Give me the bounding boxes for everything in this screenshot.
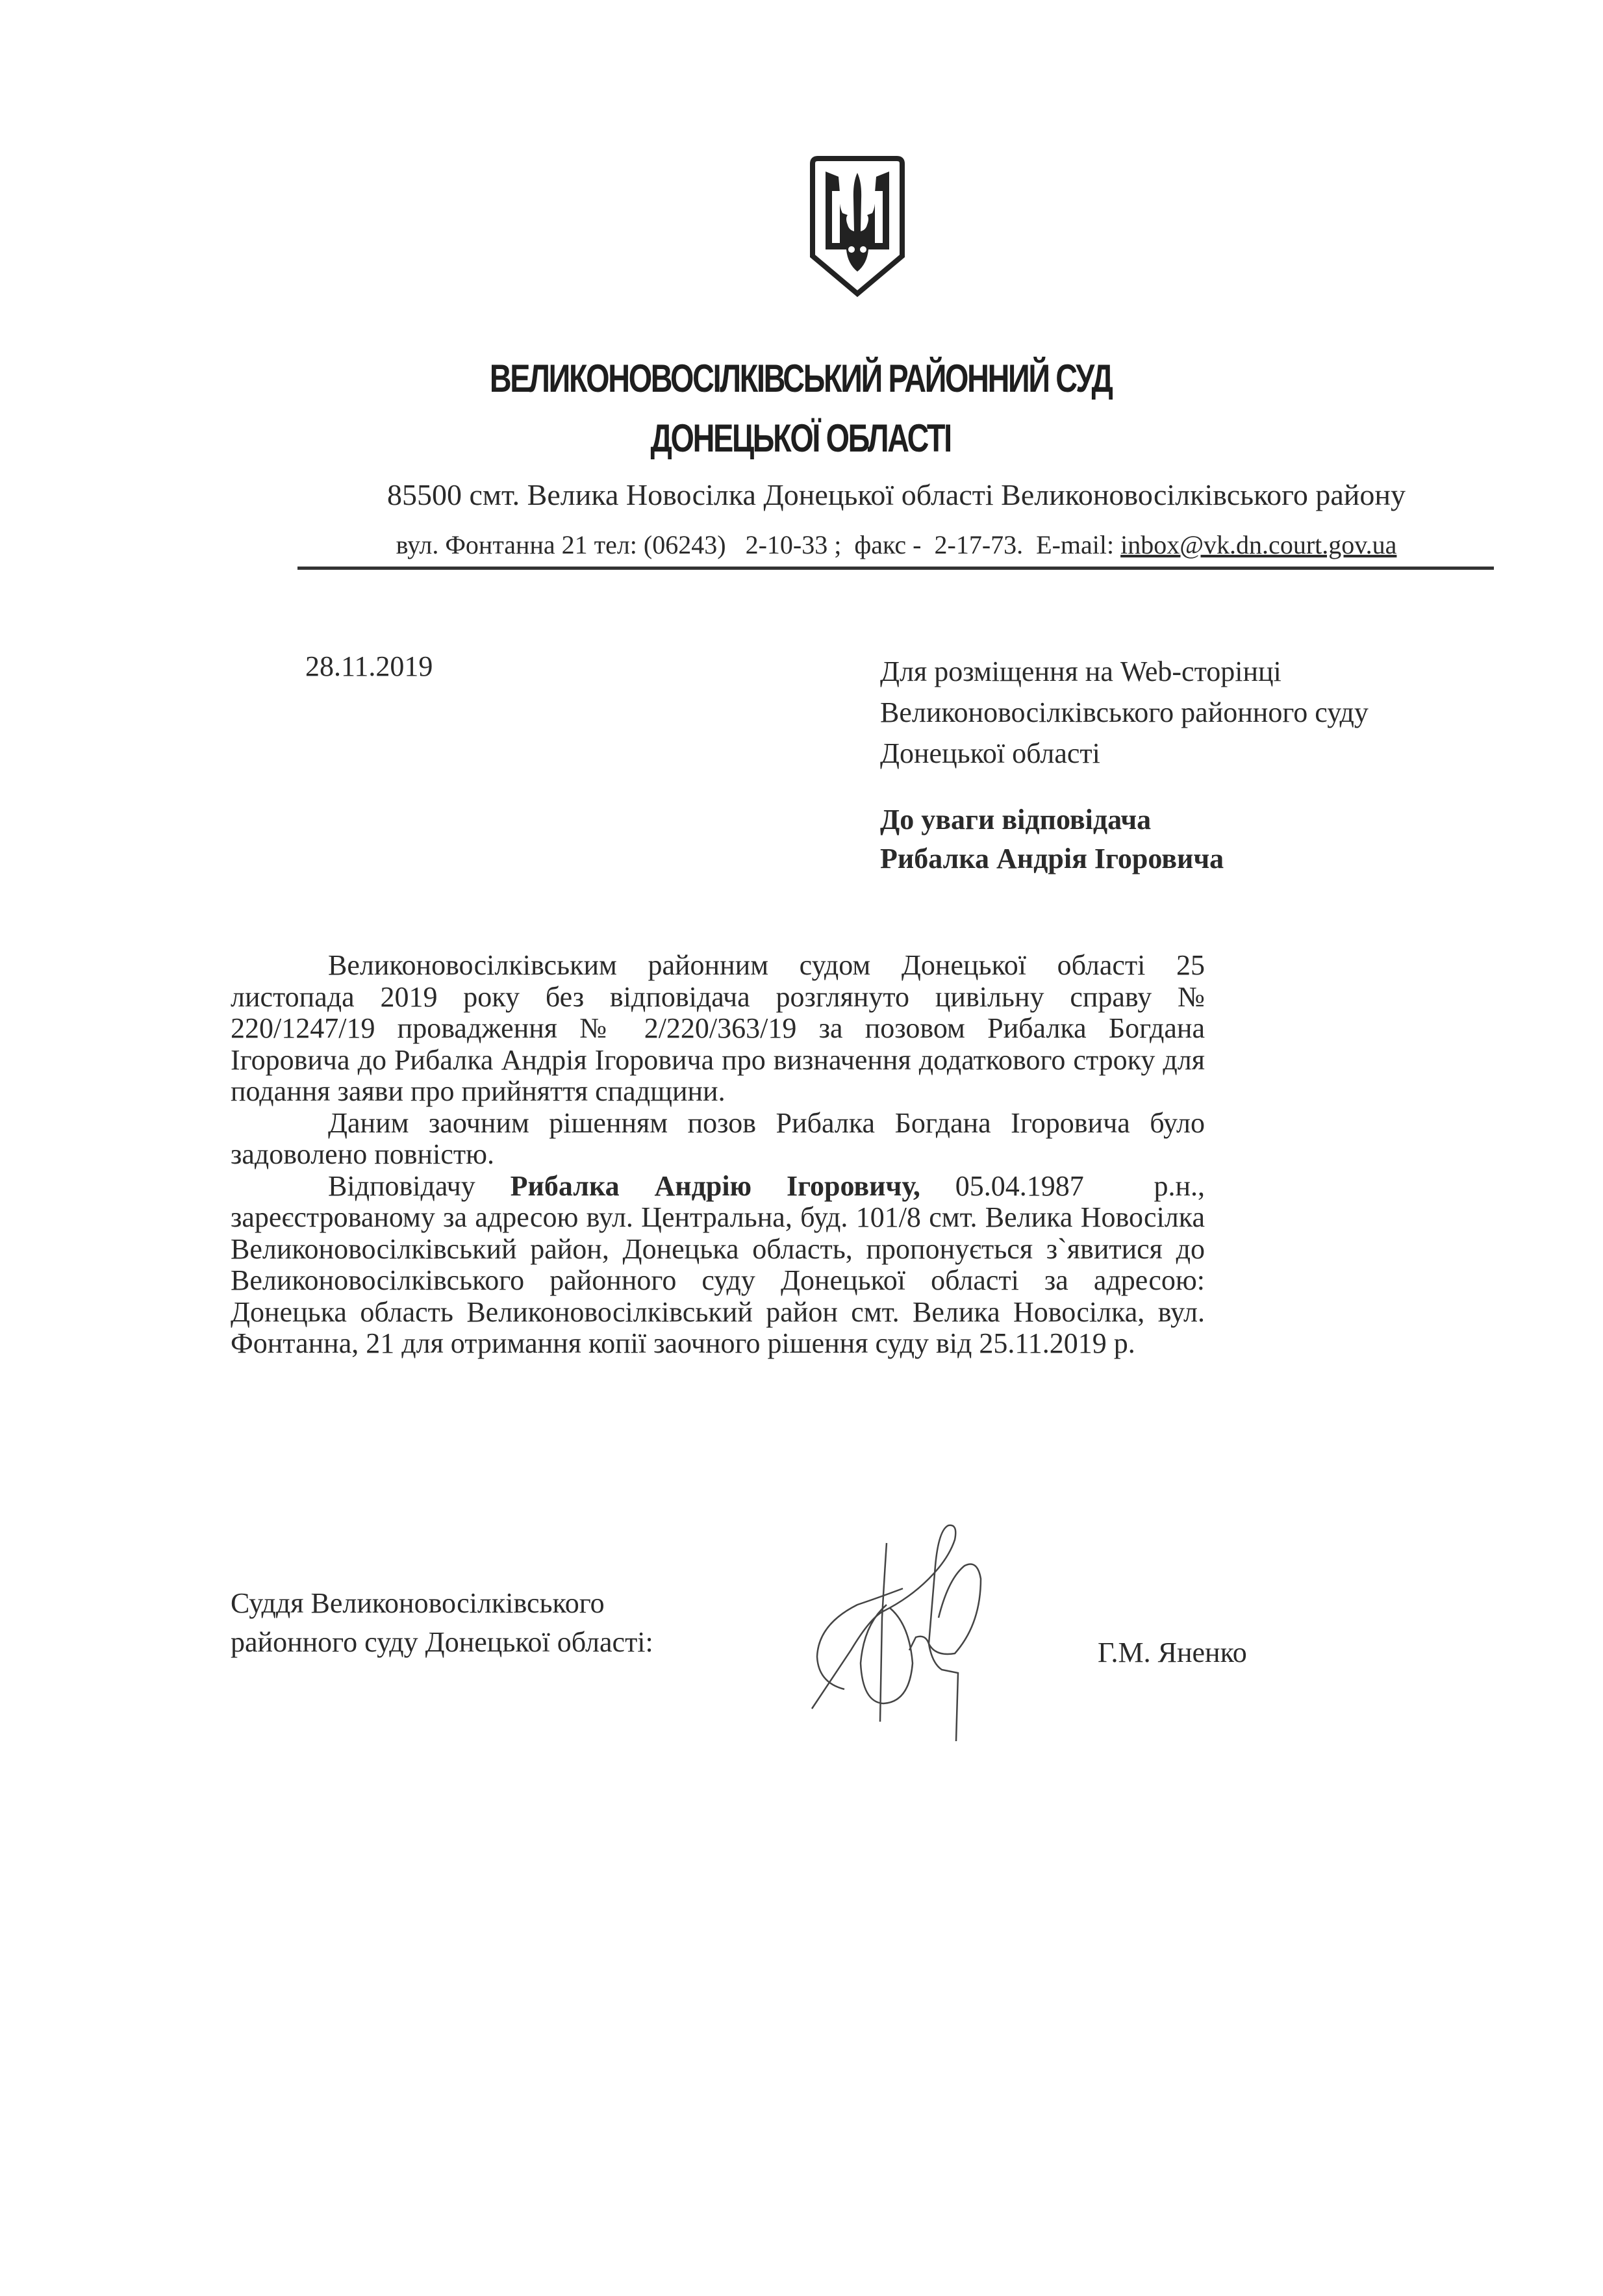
judge-title [231, 1584, 653, 1662]
attention-line: До уваги відповідача [880, 804, 1152, 835]
attention-line: Рибалка Андрія Ігоровича [880, 843, 1224, 874]
paragraph-summons [231, 1169, 1212, 1360]
court-address: 85500 смт. Велика Новосілка Донецької області Великоновосілківського району [387, 478, 1406, 511]
judge-title-line2: районного суду Донецької області: [231, 1626, 653, 1658]
recipient-line: Для розміщення на Web-сторінці [880, 656, 1281, 687]
ukraine-coat-of-arms-icon [809, 153, 906, 298]
recipient-line: Великоновосілківського районного суду [880, 696, 1369, 728]
summons-prefix: Відповідачу [328, 1169, 511, 1202]
summons-text: 05.04.1987 р.н., зареєстрованому за адресою вул. Центральна, буд. 101/8 смт. Велика Новосілка Великоновосілківський район, Донецька область, пропонується з`явитися до Великоновосілківського районного суду Донецької області за адресою: Донецька область Великоновосілківський район смт. Велика Новосілка, вул. Фонтанна, 21 для отримання копії заочного рішення суду від 25.11.2019 р. [231, 1169, 1212, 1359]
paragraph-outcome: Даним заочним рішенням позов Рибалка Богдана Ігоровича було задоволено повністю. [231, 1106, 1205, 1170]
court-name-line1: ВЕЛИКОНОВОСІЛКІВСЬКИЙ РАЙОННИЙ СУД [489, 357, 1112, 400]
judge-title-line1: Суддя Великоновосілківського [231, 1587, 605, 1619]
handwritten-signature-icon [805, 1514, 1013, 1748]
notice-body [231, 949, 1212, 1360]
document-date: 28.11.2019 [305, 650, 433, 682]
court-contact-line [338, 529, 1455, 560]
header-divider [297, 567, 1494, 570]
defendant-name: Рибалка Андрію Ігоровичу, [510, 1169, 920, 1202]
paragraph-decision: Великоновосілківським районним судом Донецької області 25 листопада 2019 року без відповідача розглянуто цивільну справу № 220/1247/19 провадження № 2/220/363/19 за позовом Рибалка Богдана Ігоровича до Рибалка Андрія Ігоровича про визначення додаткового строку для подання заяви про прийняття спадщини. [231, 949, 1205, 1107]
email-link[interactable]: inbox@vk.dn.court.gov.ua [1120, 530, 1397, 559]
recipient-line: Донецької області [880, 737, 1100, 769]
contact-details: вул. Фонтанна 21 тел: (06243) 2-10-33 ; факс - 2-17-73. E-mail: [396, 530, 1121, 559]
court-name-line2: ДОНЕЦЬКОЇ ОБЛАСТІ [650, 416, 951, 460]
judge-name: Г.М. Яненко [1098, 1637, 1247, 1668]
recipient-block [880, 651, 1369, 774]
attention-block [880, 800, 1224, 878]
